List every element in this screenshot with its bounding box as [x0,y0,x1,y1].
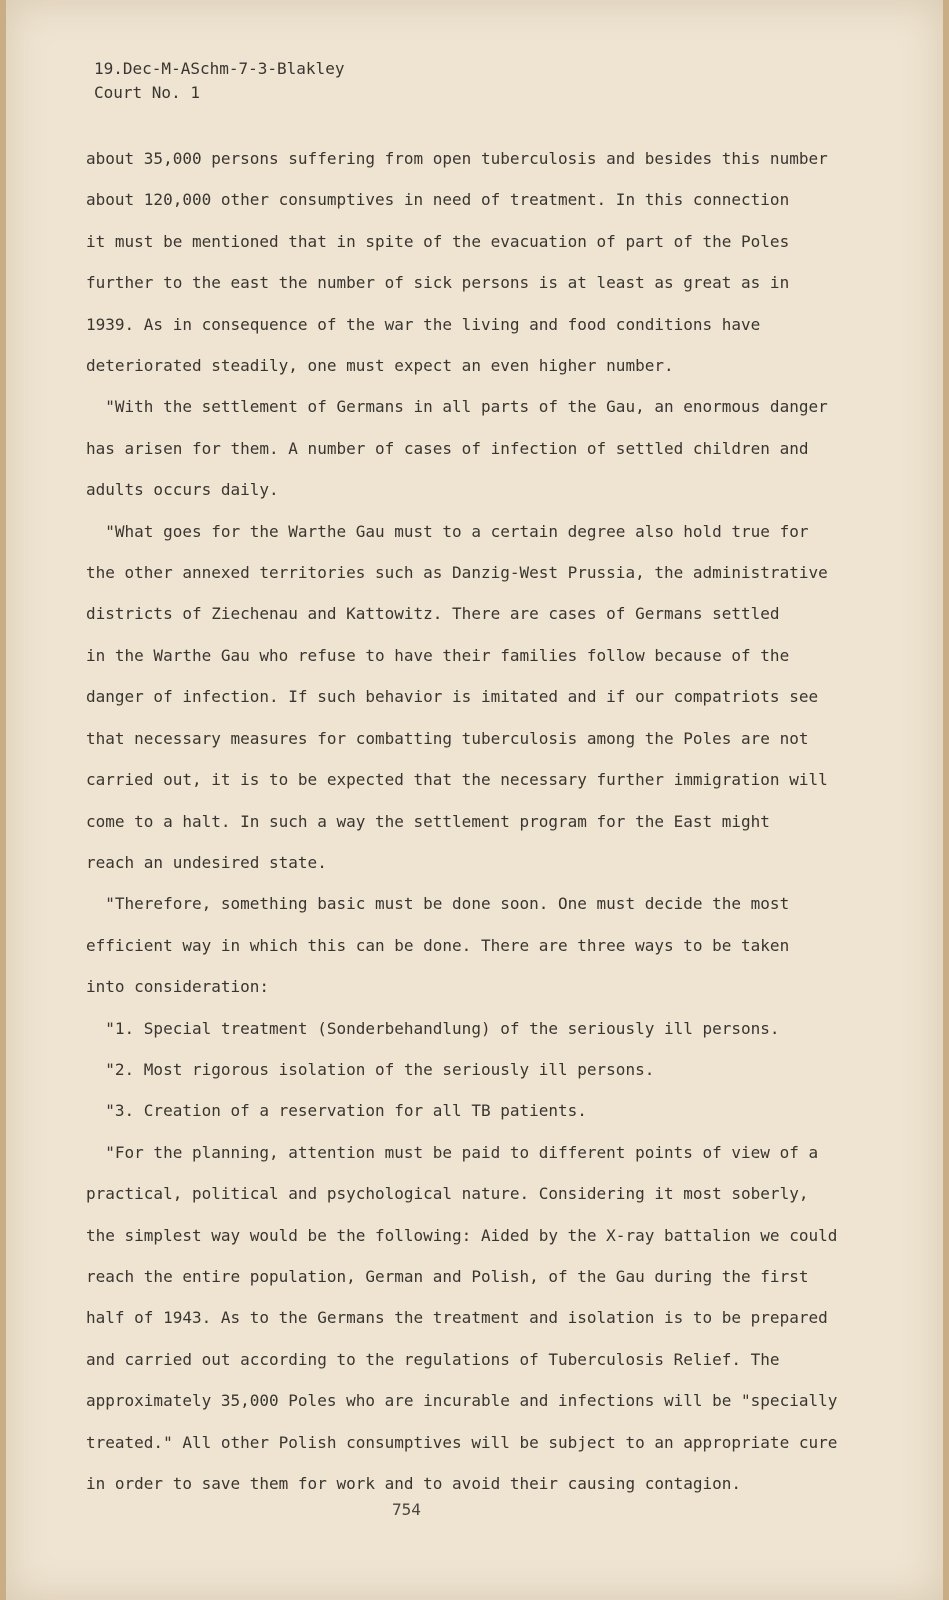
page-number: 754 [392,1500,421,1519]
text-line: in order to save them for work and to avoid their causing contagion. [86,1474,742,1493]
text-line: treated." All other Polish consumptives will be subject to an appropriate cure [86,1432,838,1452]
text-line: further to the east the number of sick persons is at least as great as in [86,273,790,293]
body-text [86,138,886,1504]
text-line: "With the settlement of Germans in all parts of the Gau, an enormous danger [86,397,828,417]
text-line: in the Warthe Gau who refuse to have their families follow because of the [86,645,790,665]
text-line: "For the planning, attention must be paid to different points of view of a [86,1142,819,1162]
text-line: danger of infection. If such behavior is imitated and if our compatriots see [86,687,819,707]
text-line: efficient way in which this can be done. There are three ways to be taken [86,935,790,955]
text-line: "1. Special treatment (Sonderbehandlung) of the seriously ill persons. [86,1018,780,1038]
text-line: the simplest way would be the following: Aided by the X-ray battalion we could [86,1225,838,1245]
text-line: approximately 35,000 Poles who are incurable and infections will be "specially [86,1391,838,1411]
text-line: it must be mentioned that in spite of the evacuation of part of the Poles [86,231,790,251]
text-line: practical, political and psychological nature. Considering it most soberly, [86,1184,809,1204]
text-line: districts of Ziechenau and Kattowitz. There are cases of Germans settled [86,604,780,624]
text-line: "Therefore, something basic must be done soon. One must decide the most [86,894,790,914]
text-line: deteriorated steadily, one must expect an even higher number. [86,356,674,376]
text-line: about 120,000 other consumptives in need of treatment. In this connection [86,190,790,210]
text-line: reach the entire population, German and Polish, of the Gau during the first [86,1266,809,1286]
text-line: "2. Most rigorous isolation of the seriously ill persons. [86,1059,655,1079]
text-line: reach an undesired state. [86,852,327,872]
text-line: into consideration: [86,977,270,997]
document-reference: 19.Dec-M-ASchm-7-3-Blakley [94,59,345,78]
text-line: carried out, it is to be expected that the necessary further immigration will [86,770,828,790]
text-line: that necessary measures for combatting tuberculosis among the Poles are not [86,728,809,748]
text-line: "3. Creation of a reservation for all TB patients. [86,1101,587,1121]
text-line: half of 1943. As to the Germans the treatment and isolation is to be prepared [86,1308,828,1328]
text-line: has arisen for them. A number of cases of infection of settled children and [86,438,809,458]
text-line: and carried out according to the regulations of Tuberculosis Relief. The [86,1349,780,1369]
text-line: adults occurs daily. [86,480,279,500]
text-line: "What goes for the Warthe Gau must to a certain degree also hold true for [86,521,809,541]
court-number: Court No. 1 [94,83,200,102]
text-line: 1939. As in consequence of the war the living and food conditions have [86,314,761,334]
document-page [6,0,943,1600]
document-header [94,57,344,105]
text-line: the other annexed territories such as Danzig-West Prussia, the administrative [86,563,828,583]
text-line: about 35,000 persons suffering from open tuberculosis and besides this number [86,149,828,168]
text-line: come to a halt. In such a way the settlement program for the East might [86,811,770,831]
